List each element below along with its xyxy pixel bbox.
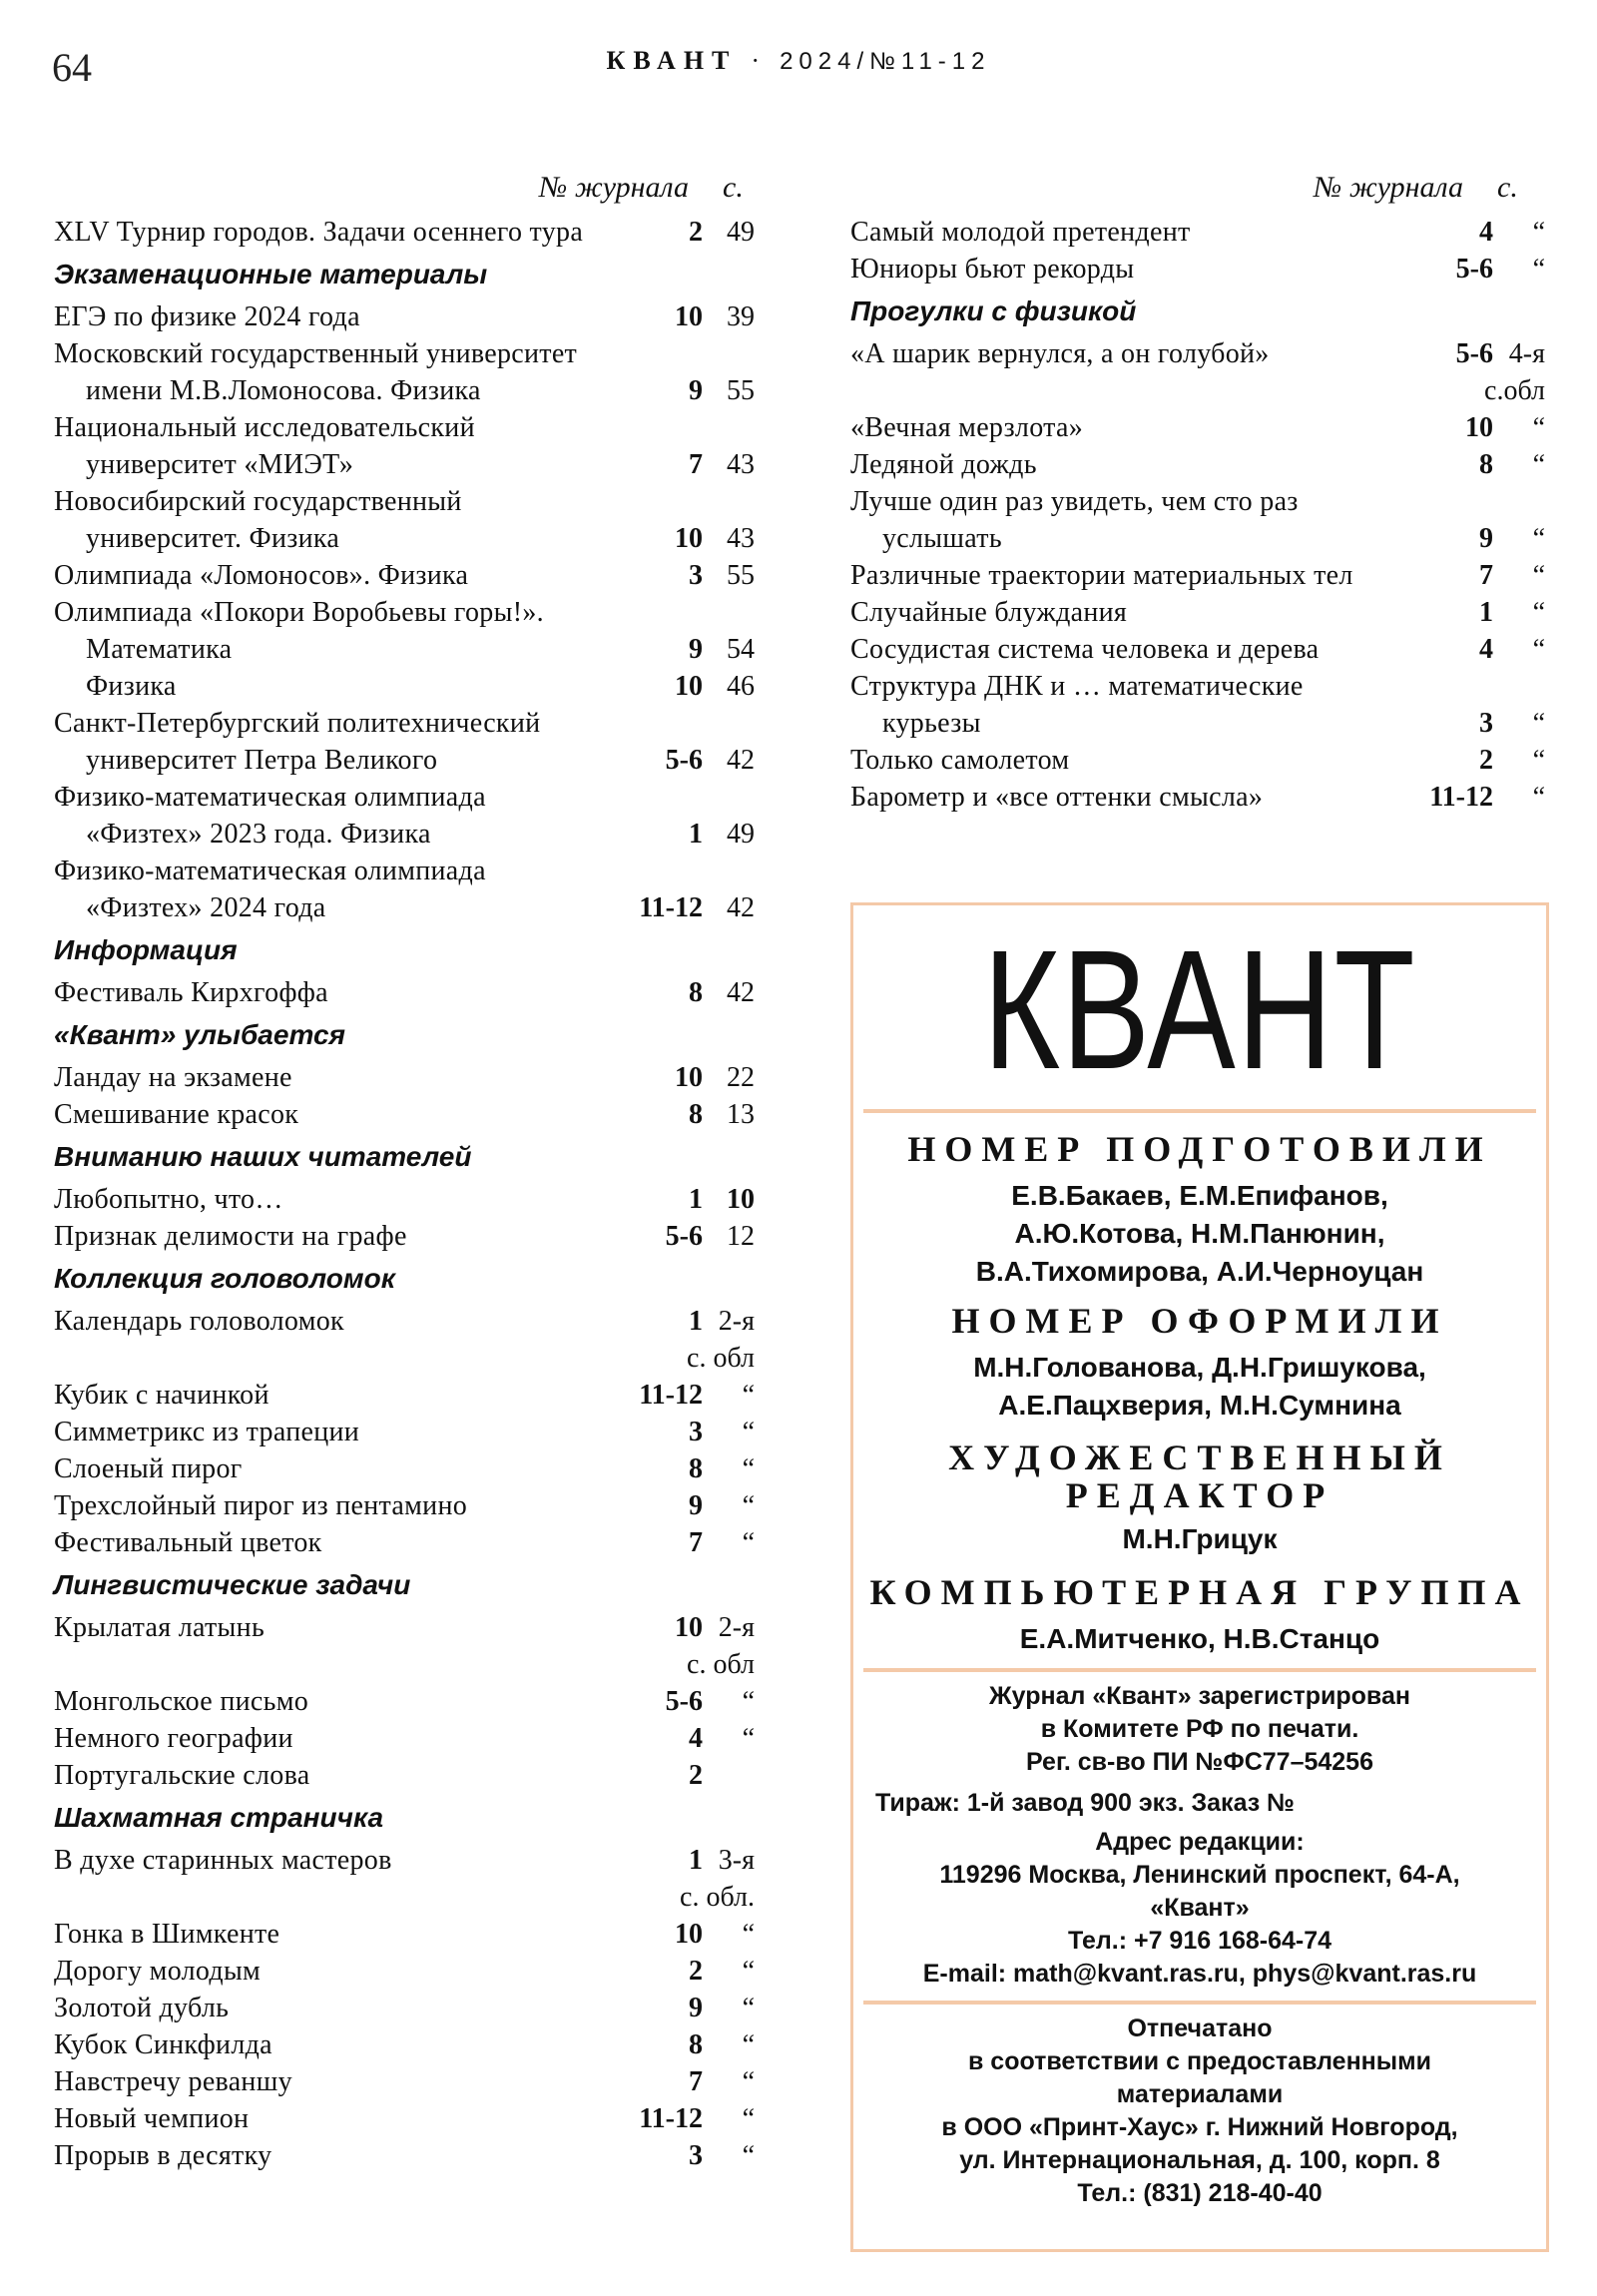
index-entry [54,409,759,446]
entry-issue: 2 [689,1956,703,1987]
entry-page: 55 [727,375,755,406]
index-column-left [54,168,759,2174]
running-head-separator: · [751,46,767,75]
entry-page: 22 [727,1062,755,1093]
entry-title: Новый чемпион [54,2103,250,2134]
entry-title: Гонка в Шимкенте [54,1919,280,1950]
entry-title: Ландау на экзамене [54,1062,292,1093]
entry-issue: 8 [1479,449,1493,480]
column-head-page: с. [1497,171,1518,204]
index-entry [850,446,1549,483]
index-entry [54,1683,759,1720]
entry-page: “ [742,2103,755,2134]
index-entry [54,372,759,409]
entry-title: Фестиваль Кирхгоффа [54,977,328,1008]
entry-title: курьезы [882,708,981,739]
index-entry [850,483,1549,520]
column-head-issue: № журнала [1314,171,1463,204]
entry-page: 46 [727,671,755,702]
entry-page: “ [1532,523,1545,554]
info-line: Тел.: (831) 218-40-40 [1077,2179,1323,2207]
entry-title: Любопытно, что… [54,1184,283,1215]
entry-issue: 10 [1465,412,1493,443]
journal-name: КВАНТ [606,46,738,75]
entry-title: Кубок Синкфилда [54,2029,272,2060]
entry-title: Монгольское письмо [54,1686,309,1717]
entry-title: Математика [86,634,233,665]
section-heading: Прогулки с физикой [850,295,1137,326]
index-entry [54,1524,759,1561]
index-entry [54,1487,759,1524]
index-entry [54,1059,759,1096]
entry-title: «Физтех» 2024 года [86,892,326,923]
entry-title: университет Петра Великого [86,745,438,776]
entry-title: Лучше один раз увидеть, чем сто раз [850,486,1299,517]
entry-title: «Физтех» 2023 года. Физика [86,819,431,850]
entry-issue: 9 [689,1490,703,1521]
index-entry [850,409,1549,446]
info-line: Адрес редакции: [1095,1828,1305,1856]
entry-title: Новосибирский государственный [54,486,462,517]
kvant-logo: КВАНТ [982,915,1417,1105]
panel-divider [863,1668,1536,1672]
entry-title: имени М.В.Ломоносова. Физика [86,375,481,406]
index-entry [850,742,1549,779]
entry-page: “ [1532,254,1545,285]
entry-page: 54 [727,634,755,665]
circulation-info: Тираж: 1-й завод 900 экз. Заказ № [875,1789,1296,1817]
name-line: А.Ю.Котова, Н.М.Панюнин, [1014,1218,1385,1249]
index-entry [54,2063,759,2100]
column-head [850,168,1549,208]
index-entry [54,335,759,372]
column-head [54,168,759,208]
entry-issue: 5-6 [665,745,703,776]
entry-issue: 9 [1479,523,1493,554]
index-entry [54,2100,759,2137]
entry-page: “ [742,2140,755,2171]
entry-page: “ [1532,708,1545,739]
index-entry [850,335,1549,409]
section-heading: «Квант» улыбается [54,1019,346,1050]
entry-title: Немного географии [54,1723,293,1754]
address-info [853,1826,1546,1991]
entry-page: “ [1532,560,1545,591]
info-line: ул. Интернациональная, д. 100, корп. 8 [959,2146,1440,2174]
entry-title: «Вечная мерзлота» [850,412,1084,443]
info-line: 119296 Москва, Ленинский проспект, 64-А, [939,1861,1460,1889]
entry-title: Сосудистая система человека и дерева [850,634,1320,665]
index-entry [850,779,1549,816]
entry-issue: 4 [1479,634,1493,665]
entry-page: 4-я [1508,338,1545,369]
entry-issue: 9 [689,1993,703,2023]
entry-issue: 9 [689,634,703,665]
entry-title: Прорыв в десятку [54,2140,272,2171]
index-entry [54,1303,759,1377]
entry-page: “ [742,1490,755,1521]
entry-page: “ [742,1527,755,1558]
index-entry [850,214,1549,251]
index-entry [54,2026,759,2063]
entry-page [703,1757,759,1794]
entry-title: Самый молодой претендент [850,217,1191,248]
index-entry [54,594,759,631]
entry-issue: 2 [1479,745,1493,776]
entry-title: Барометр и «все оттенки смысла» [850,782,1264,813]
entry-title: Дорогу молодым [54,1956,262,1987]
index-entry [54,1842,759,1916]
index-entry [54,705,759,742]
running-head [0,46,1597,76]
index-entry [54,2137,759,2174]
entry-issue: 4 [689,1723,703,1754]
info-line: в ООО «Принт-Хаус» г. Нижний Новгород, [941,2113,1458,2141]
index-entry [54,1218,759,1255]
entry-page: “ [742,2066,755,2097]
entry-title: Различные траектории материальных тел [850,560,1353,591]
entry-title: Случайные блуждания [850,597,1128,628]
entry-page-cover: с. обл. [680,1882,755,1913]
index-entry [850,668,1549,705]
entry-page: “ [742,1723,755,1754]
index-entry [54,446,759,483]
section-heading: Коллекция головоломок [54,1263,395,1294]
entry-title: Трехслойный пирог из пентамино [54,1490,468,1521]
column-head-page: с. [723,171,744,204]
entry-title: Московский государственный университет [54,338,578,369]
entry-issue: 3 [689,1417,703,1447]
imprint-panel [850,902,1549,2252]
index-entry [54,1414,759,1450]
role-line: РЕДАКТОР [1065,1475,1334,1515]
role-art-editor [853,1438,1546,1514]
entry-page: “ [1532,412,1545,443]
names-computer-group: Е.А.Митченко, Н.В.Станцо [1019,1623,1380,1654]
entry-page: “ [1532,782,1545,813]
entry-page-cover: с. обл [687,1649,755,1680]
entry-issue: 8 [689,1453,703,1484]
index-entry [54,1990,759,2026]
entry-title: «А шарик вернулся, а он голубой» [850,338,1270,369]
index-entry [54,974,759,1011]
info-line: Отпечатано [1127,2014,1273,2042]
entry-issue: 2 [689,217,703,248]
names-art-editor: М.Н.Грицук [1122,1523,1278,1554]
entry-page: “ [742,1453,755,1484]
registration-info [853,1680,1546,1779]
panel-divider [863,1109,1536,1113]
info-line: Журнал «Квант» зарегистрирован [989,1682,1410,1710]
info-line: «Квант» [1150,1894,1250,1922]
entry-issue: 10 [675,523,703,554]
index-entry [54,1096,759,1133]
index-entry [54,1609,759,1683]
entry-title: услышать [882,523,1002,554]
entry-issue: 8 [689,2029,703,2060]
index-entry [54,668,759,705]
entry-page: “ [742,1993,755,2023]
entry-page: 43 [727,449,755,480]
entry-page: “ [1532,745,1545,776]
entry-page: 10 [727,1184,755,1215]
entry-issue: 4 [1479,217,1493,248]
entry-issue: 8 [689,1099,703,1130]
entry-page: 13 [727,1099,755,1130]
names-designed [853,1349,1546,1425]
entry-title: Смешивание красок [54,1099,299,1130]
entry-issue: 11-12 [639,892,703,923]
section-heading: Вниманию наших читателей [54,1141,472,1172]
entry-issue: 3 [689,560,703,591]
entry-title: Кубик с начинкой [54,1380,269,1411]
entry-title: Санкт-Петербургский политехнический [54,708,541,739]
entry-page: “ [742,1956,755,1987]
entry-issue: 7 [689,2066,703,2097]
entry-issue: 2 [689,1760,703,1791]
entry-title: Навстречу реваншу [54,2066,292,2097]
entry-page: 55 [727,560,755,591]
index-entry [54,1916,759,1953]
name-line: Е.В.Бакаев, Е.М.Епифанов, [1011,1180,1388,1211]
entry-title: Олимпиада «Покори Воробьевы горы!». [54,597,544,628]
entry-page: “ [1532,449,1545,480]
entry-page: 39 [727,301,755,332]
entry-issue: 3 [689,2140,703,2171]
index-entry [54,298,759,335]
entry-issue: 1 [1479,597,1493,628]
entry-title: Только самолетом [850,745,1070,776]
entry-issue: 5-6 [1455,254,1493,285]
entry-page: 2-я [718,1306,755,1337]
entry-page: 49 [727,217,755,248]
index-entry [850,631,1549,668]
entry-issue: 7 [689,449,703,480]
entry-page: 3-я [718,1845,755,1876]
entry-page: “ [1532,634,1545,665]
index-column-right [850,168,1549,816]
entry-title: ЕГЭ по физике 2024 года [54,301,360,332]
entry-title: Физико-математическая олимпиада [54,782,486,813]
entry-title: Структура ДНК и … математические [850,671,1304,702]
index-entry [54,853,759,889]
printing-info [853,2012,1546,2210]
entry-page: 42 [727,745,755,776]
name-line: В.А.Тихомирова, А.И.Черноуцан [975,1256,1424,1287]
entry-title: университет «МИЭТ» [86,449,354,480]
index-entry [850,557,1549,594]
index-entry [54,742,759,779]
entry-page: 43 [727,523,755,554]
entry-title: университет. Физика [86,523,340,554]
index-entry [54,1377,759,1414]
name-line: А.Е.Пацхверия, М.Н.Сумнина [998,1390,1401,1421]
entry-title: Юниоры бьют рекорды [850,254,1135,285]
role-prepared: НОМЕР ПОДГОТОВИЛИ [907,1129,1492,1169]
entry-issue: 3 [1479,708,1493,739]
section-heading: Шахматная страничка [54,1802,384,1833]
entry-title: Ледяной дождь [850,449,1037,480]
index-entry [54,214,759,251]
index-entry [54,889,759,926]
entry-issue: 11-12 [639,2103,703,2134]
index-entry [54,1450,759,1487]
entry-issue: 7 [689,1527,703,1558]
entry-issue: 7 [1479,560,1493,591]
entry-issue: 10 [675,1612,703,1643]
entry-title: Симметрикс из трапеции [54,1417,360,1447]
issue-label: 2024/№11-12 [780,48,991,75]
index-entry [54,1181,759,1218]
entry-issue: 5-6 [665,1686,703,1717]
entry-issue: 1 [689,1184,703,1215]
entry-title: Золотой дубль [54,1993,230,2023]
column-head-issue: № журнала [539,171,689,204]
entry-issue: 1 [689,1306,703,1337]
names-prepared [853,1177,1546,1291]
entry-page: 42 [727,977,755,1008]
index-entry [54,816,759,853]
entry-issue: 11-12 [1429,782,1493,813]
entry-title: XLV Турнир городов. Задачи осеннего тура [54,217,584,248]
entry-page: “ [742,1686,755,1717]
entry-page: 12 [727,1221,755,1252]
entry-title: Физико-математическая олимпиада [54,856,486,886]
index-entry [54,1757,759,1794]
entry-title: В духе старинных мастеров [54,1845,392,1876]
entry-title: Национальный исследовательский [54,412,475,443]
index-entry [850,705,1549,742]
entry-issue: 10 [675,301,703,332]
index-entry [54,520,759,557]
index-entry [54,557,759,594]
info-line: Тел.: +7 916 168-64-74 [1067,1927,1332,1955]
index-entry [54,1953,759,1990]
entry-issue: 10 [675,1919,703,1950]
entry-title: Крылатая латынь [54,1612,266,1643]
entry-issue: 1 [689,1845,703,1876]
entry-issue: 11-12 [639,1380,703,1411]
entry-issue: 5-6 [665,1221,703,1252]
entry-title: Фестивальный цветок [54,1527,322,1558]
index-entry [850,520,1549,557]
entry-page: “ [742,1417,755,1447]
entry-page: 49 [727,819,755,850]
index-entry [54,483,759,520]
index-entry [54,1720,759,1757]
entry-issue: 9 [689,375,703,406]
entry-title: Португальские слова [54,1760,310,1791]
section-heading: Экзаменационные материалы [54,259,488,289]
info-line: E-mail: math@kvant.ras.ru, phys@kvant.ras.ru [922,1960,1477,1988]
name-line: М.Н.Голованова, Д.Н.Гришукова, [973,1352,1426,1383]
role-computer-group: КОМПЬЮТЕРНАЯ ГРУППА [869,1572,1530,1612]
info-line: Рег. св-во ПИ №ФС77–54256 [1026,1748,1373,1776]
panel-divider [863,2001,1536,2005]
entry-page: 2-я [718,1612,755,1643]
entry-title: Олимпиада «Ломоносов». Физика [54,560,469,591]
entry-issue: 8 [689,977,703,1008]
entry-issue: 1 [689,819,703,850]
entry-page-cover: с.обл [1484,375,1545,406]
section-heading: Лингвистические задачи [54,1569,411,1600]
entry-page-cover: с. обл [687,1343,755,1374]
entry-title: Признак делимости на графе [54,1221,407,1252]
info-line: в соответствии с предоставленными [967,2047,1431,2075]
entry-issue: 10 [675,671,703,702]
index-entry [850,594,1549,631]
info-line: материалами [1116,2080,1284,2108]
entry-title: Физика [86,671,177,702]
entry-page: “ [742,1380,755,1411]
section-heading: Информация [54,934,238,965]
entry-page: “ [742,2029,755,2060]
page-number: 64 [52,45,92,90]
index-entry [54,631,759,668]
entry-page: “ [1532,217,1545,248]
entry-page: 42 [727,892,755,923]
entry-page: “ [1532,597,1545,628]
entry-page: “ [742,1919,755,1950]
entry-title: Календарь головоломок [54,1306,344,1337]
index-entry [850,251,1549,287]
role-line: ХУДОЖЕСТВЕННЫЙ [948,1437,1451,1477]
entry-issue: 10 [675,1062,703,1093]
entry-issue: 5-6 [1455,338,1493,369]
role-designed: НОМЕР ОФОРМИЛИ [951,1301,1448,1341]
index-entry [54,779,759,816]
info-line: в Комитете РФ по печати. [1040,1715,1359,1743]
entry-title: Слоеный пирог [54,1453,243,1484]
